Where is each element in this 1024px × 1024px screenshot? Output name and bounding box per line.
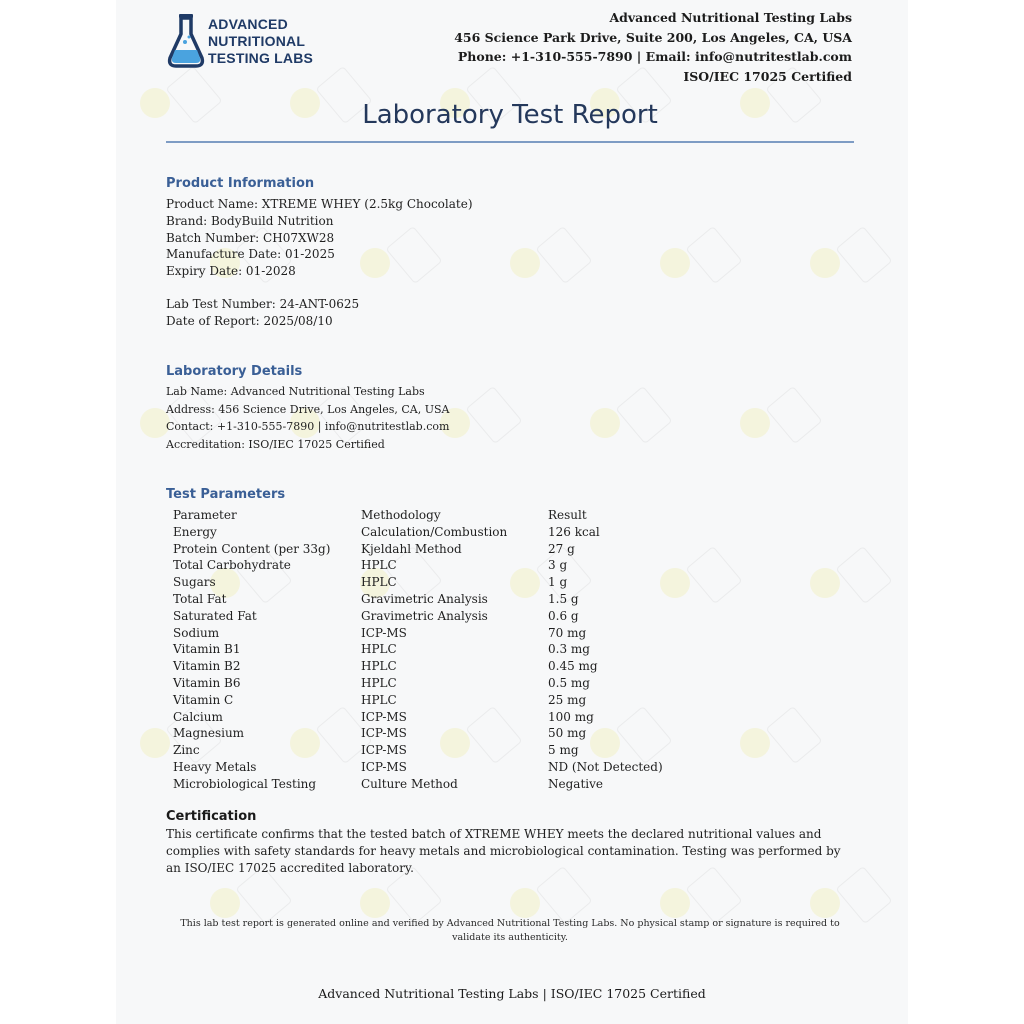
- disclaimer-line: This lab test report is generated online and verified by Advanced Nutritional Testing Labs. No physical stamp or signature is required to: [180, 918, 840, 929]
- lab-contact: Contact: +1-310-555-7890 | info@nutritestlab.com: [166, 420, 450, 433]
- header-address: 456 Science Park Drive, Suite 200, Los Angeles, CA, USA: [454, 29, 852, 45]
- methodology-cell: ICP-MS: [361, 759, 407, 774]
- parameter-cell: Zinc: [173, 743, 200, 758]
- parameter-cell: Heavy Metals: [173, 759, 257, 774]
- lab-name: Lab Name: Advanced Nutritional Testing Labs: [166, 385, 425, 398]
- parameter-cell: Sodium: [173, 625, 220, 640]
- lab-accreditation: Accreditation: ISO/IEC 17025 Certified: [166, 437, 385, 451]
- parameter-cell: Energy: [173, 524, 217, 539]
- lab-contact-header: [454, 8, 852, 86]
- page-title: Laboratory Test Report: [362, 100, 658, 130]
- column-header-parameter: Parameter: [173, 508, 237, 522]
- methodology-cell: Calculation/Combustion: [361, 524, 508, 539]
- certification-line: complies with safety standards for heavy metals and microbiological contamination. Testing was performed by: [166, 844, 841, 858]
- methodology-cell: ICP-MS: [361, 743, 407, 758]
- product-info-block: [166, 196, 473, 280]
- table-row: [173, 574, 688, 591]
- result-cell: 70 mg: [548, 625, 587, 640]
- methodology-cell: ICP-MS: [361, 709, 407, 724]
- result-cell: 0.6 g: [548, 608, 579, 623]
- lab-address: Address: 456 Science Drive, Los Angeles, CA, USA: [166, 402, 450, 416]
- parameter-cell: Calcium: [173, 709, 223, 724]
- column-header-result: Result: [548, 508, 587, 522]
- table-row: [173, 591, 688, 608]
- header-phone-email: Phone: +1-310-555-7890 | Email: info@nutritestlab.com: [457, 49, 852, 64]
- column-header-methodology: Methodology: [361, 508, 441, 522]
- table-row: [173, 675, 688, 692]
- result-cell: 1 g: [548, 575, 568, 590]
- header-lab-name: Advanced Nutritional Testing Labs: [609, 10, 852, 25]
- methodology-cell: HPLC: [361, 558, 397, 573]
- methodology-cell: ICP-MS: [361, 625, 407, 640]
- test-parameters-table: [173, 507, 688, 793]
- result-cell: ND (Not Detected): [548, 759, 663, 774]
- lab-details-block: [166, 383, 450, 453]
- methodology-cell: HPLC: [361, 675, 397, 690]
- verification-disclaimer: [166, 917, 854, 945]
- report-date: Date of Report: 2025/08/10: [166, 313, 333, 328]
- page-footer: Advanced Nutritional Testing Labs | ISO/IEC 17025 Certified: [318, 986, 706, 1001]
- lab-test-number: Lab Test Number: 24-ANT-0625: [166, 297, 360, 311]
- parameter-cell: Protein Content (per 33g): [173, 541, 331, 556]
- result-cell: 5 mg: [548, 743, 579, 758]
- result-cell: 27 g: [548, 541, 575, 556]
- methodology-cell: Gravimetric Analysis: [361, 608, 488, 623]
- methodology-cell: HPLC: [361, 642, 397, 657]
- parameter-cell: Saturated Fat: [173, 608, 257, 623]
- table-row: [173, 709, 688, 726]
- parameter-cell: Vitamin B1: [173, 642, 241, 657]
- parameter-cell: Sugars: [173, 575, 216, 590]
- methodology-cell: HPLC: [361, 575, 397, 590]
- result-cell: 1.5 g: [548, 591, 579, 606]
- product-brand: Brand: BodyBuild Nutrition: [166, 213, 334, 228]
- disclaimer-line: validate its authenticity.: [452, 932, 568, 943]
- logo-wordmark: [208, 16, 313, 67]
- result-cell: 0.3 mg: [548, 642, 590, 657]
- methodology-cell: Kjeldahl Method: [361, 541, 462, 556]
- flask-icon: [166, 12, 206, 70]
- methodology-cell: HPLC: [361, 692, 397, 707]
- lab-details-heading: Laboratory Details: [166, 364, 303, 379]
- lab-logo: [166, 12, 326, 70]
- result-cell: 3 g: [548, 558, 568, 573]
- title-divider: [166, 141, 854, 143]
- product-batch: Batch Number: CH07XW28: [166, 230, 335, 245]
- product-manufacture-date: Manufacture Date: 01-2025: [166, 247, 335, 262]
- test-parameters-heading: Test Parameters: [166, 487, 286, 502]
- certification-text: [166, 826, 856, 877]
- product-info-heading: Product Information: [166, 176, 315, 191]
- table-row: [173, 641, 688, 658]
- parameter-cell: Vitamin B2: [173, 659, 241, 674]
- certification-heading: Certification: [166, 809, 257, 824]
- parameter-cell: Total Carbohydrate: [173, 558, 291, 573]
- product-expiry-date: Expiry Date: 01-2028: [166, 264, 296, 279]
- methodology-cell: ICP-MS: [361, 726, 407, 741]
- result-cell: 100 mg: [548, 709, 594, 724]
- header-accreditation: ISO/IEC 17025 Certified: [683, 68, 852, 84]
- result-cell: 50 mg: [548, 726, 587, 741]
- methodology-cell: Gravimetric Analysis: [361, 591, 488, 606]
- table-row: [173, 776, 688, 793]
- parameter-cell: Total Fat: [173, 591, 227, 606]
- certification-line: This certificate confirms that the tested batch of XTREME WHEY meets the declared nutritional values and: [166, 827, 822, 841]
- product-name: Product Name: XTREME WHEY (2.5kg Chocolate): [166, 197, 473, 211]
- parameter-cell: Vitamin B6: [173, 675, 241, 690]
- result-cell: 25 mg: [548, 692, 587, 707]
- result-cell: 0.45 mg: [548, 659, 598, 674]
- parameter-cell: Microbiological Testing: [173, 776, 317, 791]
- result-cell: Negative: [548, 776, 603, 791]
- table-row: [173, 692, 688, 709]
- logo-line: NUTRITIONAL: [208, 33, 306, 49]
- table-row: [173, 725, 688, 742]
- table-row: [173, 658, 688, 675]
- certification-line: an ISO/IEC 17025 accredited laboratory.: [166, 861, 414, 875]
- parameter-cell: Magnesium: [173, 726, 245, 741]
- logo-line: ADVANCED: [208, 16, 288, 32]
- table-row: [173, 541, 688, 558]
- table-row: [173, 625, 688, 642]
- table-row: [173, 608, 688, 625]
- table-row: [173, 524, 688, 541]
- parameter-cell: Vitamin C: [173, 692, 234, 707]
- methodology-cell: HPLC: [361, 659, 397, 674]
- result-cell: 0.5 mg: [548, 675, 590, 690]
- table-row: [173, 557, 688, 574]
- result-cell: 126 kcal: [548, 524, 600, 539]
- lab-test-block: [166, 296, 359, 330]
- logo-line: TESTING LABS: [208, 50, 314, 66]
- table-header-row: [173, 507, 688, 524]
- methodology-cell: Culture Method: [361, 776, 458, 791]
- table-row: [173, 759, 688, 776]
- table-row: [173, 742, 688, 759]
